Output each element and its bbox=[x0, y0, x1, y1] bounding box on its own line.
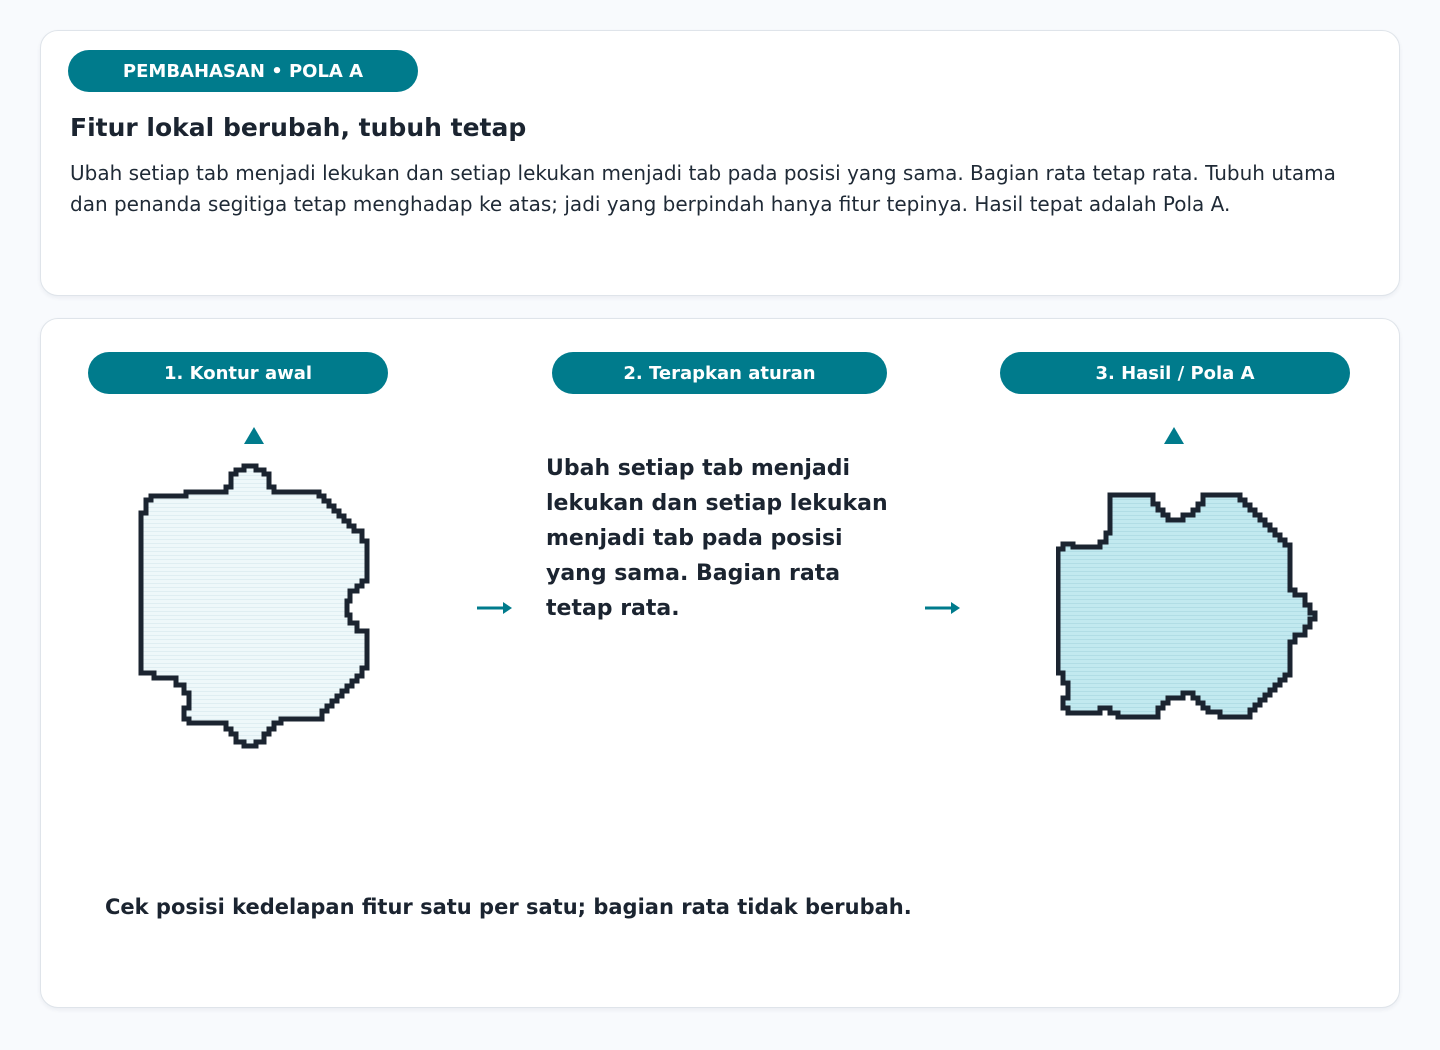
arrow-right-icon bbox=[477, 596, 513, 620]
original-contour-shape bbox=[136, 463, 376, 758]
footer-note: Cek posisi kedelapan fitur satu per satu; bagian rata tidak berubah. bbox=[105, 895, 912, 919]
explanation-title: Fitur lokal berubah, tubuh tetap bbox=[70, 113, 527, 142]
explanation-description: Ubah setiap tab menjadi lekukan dan setiap lekukan menjadi tab pada posisi yang sama. Bagian rata tetap rata. Tubuh utama dan penanda segitiga tetap menghadap ke atas; jadi yang berpindah hanya fitur tepinya. Hasil tepat adalah Pola A. bbox=[70, 161, 1336, 216]
step-3-label: 3. Hasil / Pola A bbox=[1000, 352, 1350, 394]
section-badge: PEMBAHASAN • POLA A bbox=[68, 50, 418, 92]
transformation-diagram bbox=[40, 318, 1400, 1008]
rule-text: Ubah setiap tab menjadi lekukan dan setiap lekukan menjadi tab pada posisi yang sama. Bagian rata tetap rata. bbox=[546, 456, 888, 621]
explanation-card bbox=[40, 30, 1400, 296]
triangle-up-icon bbox=[244, 427, 264, 444]
arrow-right-icon bbox=[925, 596, 961, 620]
result-contour-shape bbox=[1056, 487, 1326, 732]
step-2-label: 2. Terapkan aturan bbox=[552, 352, 887, 394]
step-1-label: 1. Kontur awal bbox=[88, 352, 388, 394]
triangle-up-icon bbox=[1164, 427, 1184, 444]
